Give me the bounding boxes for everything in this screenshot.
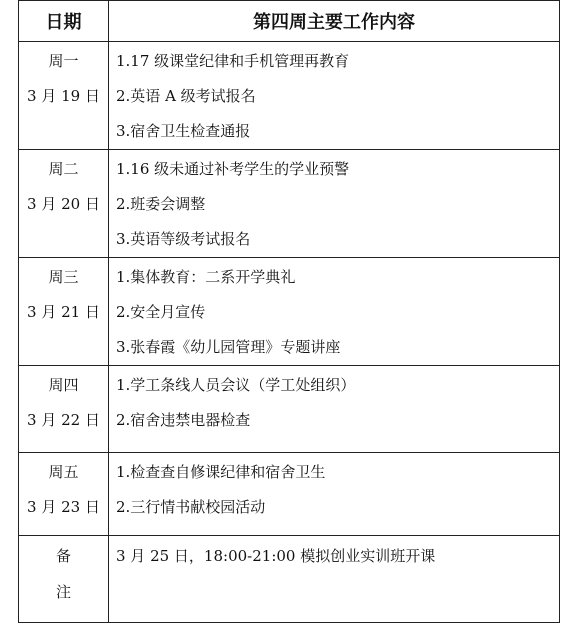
table-row [19,366,560,453]
task-item: 3.英语等级考试报名 [116,230,251,248]
date-label: 3 月 21 日 [27,303,100,321]
note-row [19,536,560,623]
date-cell-tuesday [19,150,109,258]
date-label: 3 月 22 日 [27,411,100,429]
task-item: 2.英语 A 级考试报名 [116,87,256,105]
date-cell-friday [19,453,109,536]
weekday-label: 周一 [48,52,79,70]
tasks-cell-wednesday [109,258,560,366]
date-cell-thursday [19,366,109,453]
table-row [19,258,560,366]
tasks-cell-tuesday [109,150,560,258]
task-item: 1.16 级未通过补考学生的学业预警 [116,160,350,178]
date-cell-monday [19,42,109,150]
tasks-cell-monday [109,42,560,150]
date-label: 3 月 20 日 [27,195,100,213]
task-item: 3.宿舍卫生检查通报 [116,122,251,140]
task-item: 2.三行情书献校园活动 [116,498,266,516]
table-row [19,453,560,536]
table-row [19,150,560,258]
note-label-char: 备 [55,547,71,565]
weekly-schedule-table [18,0,560,623]
tasks-cell-friday [109,453,560,536]
task-item: 3.张春霞《幼儿园管理》专题讲座 [116,338,341,356]
weekday-label: 周三 [48,268,79,286]
content-column-header: 第四周主要工作内容 [109,1,560,42]
weekday-label: 周五 [48,463,79,481]
task-item: 2.班委会调整 [116,195,206,213]
task-item: 2.安全月宣传 [116,303,206,321]
task-item: 1.检查查自修课纪律和宿舍卫生 [116,463,326,481]
task-item: 1.集体教育：二系开学典礼 [116,268,296,286]
task-item: 1.学工条线人员会议（学工处组织） [116,376,356,394]
date-label: 3 月 23 日 [27,498,100,516]
date-cell-wednesday [19,258,109,366]
table-header-row [19,1,560,42]
date-label: 3 月 19 日 [27,87,100,105]
note-label-char: 注 [55,583,71,601]
tasks-cell-thursday [109,366,560,453]
table-row [19,42,560,150]
note-text: 3 月 25 日，18:00-21:00 模拟创业实训班开课 [116,547,436,565]
date-column-header: 日期 [19,1,109,42]
weekday-label: 周二 [48,160,79,178]
task-item: 1.17 级课堂纪律和手机管理再教育 [116,52,350,70]
note-label-cell [19,536,109,623]
note-content-cell [109,536,560,623]
weekday-label: 周四 [48,376,79,394]
task-item: 2.宿舍违禁电器检查 [116,411,251,429]
